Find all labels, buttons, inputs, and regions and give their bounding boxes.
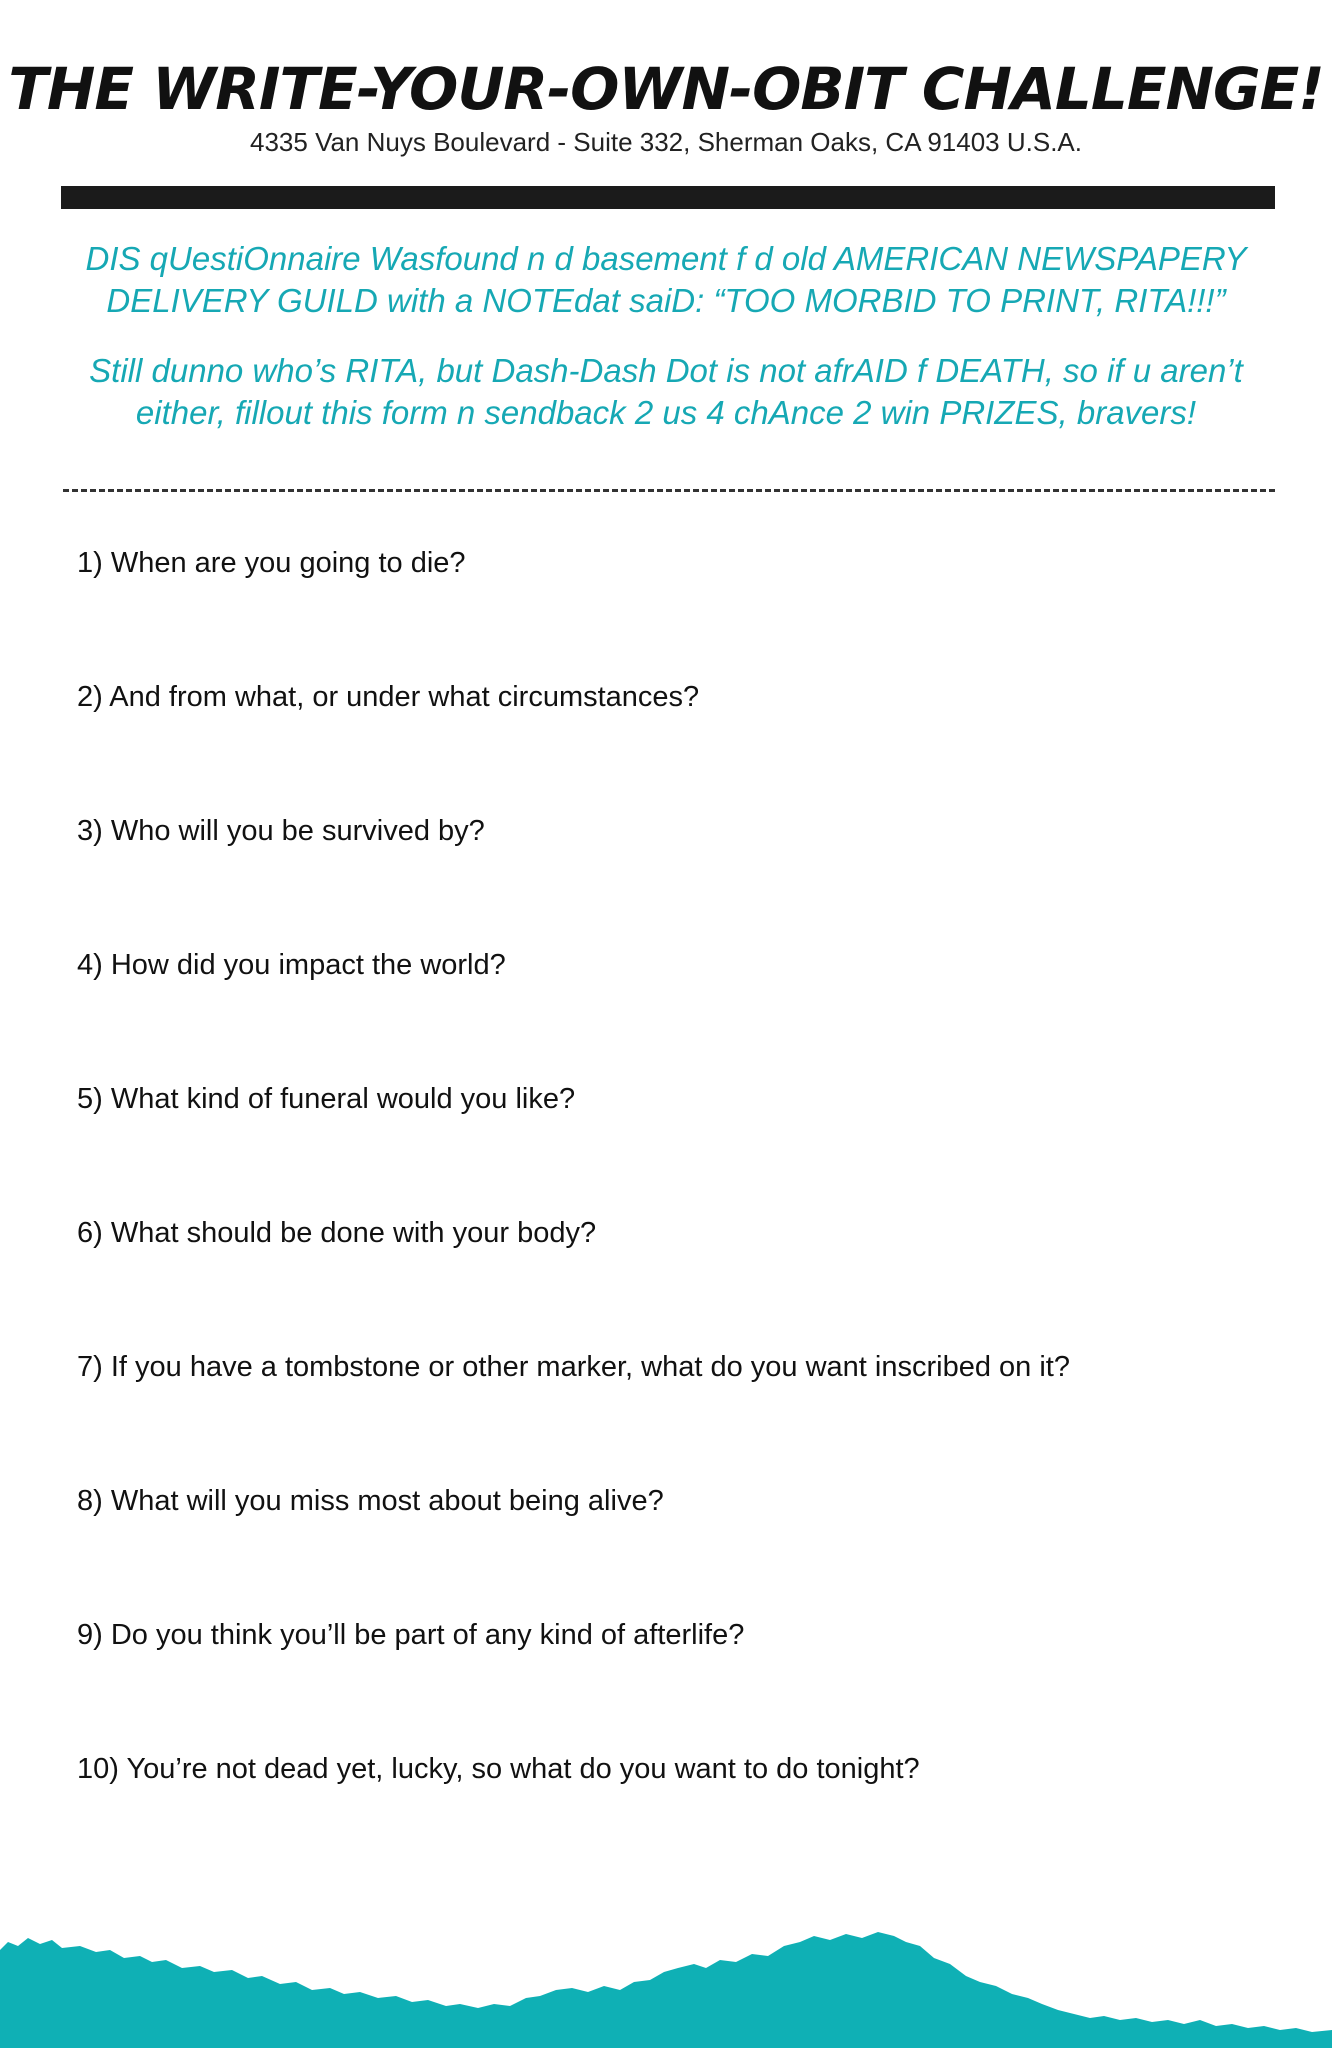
question-2: 2) And from what, or under what circumstances?: [77, 681, 700, 713]
mailing-address: 4335 Van Nuys Boulevard - Suite 332, Sherman Oaks, CA 91403 U.S.A.: [250, 127, 1082, 157]
intro-paragraph-1-line-2: DELIVERY GUILD with a NOTEdat saiD: “TOO MORBID TO PRINT, RITA!!!”: [106, 282, 1226, 319]
dashed-divider: [63, 489, 1275, 492]
question-1: 1) When are you going to die?: [77, 547, 466, 579]
intro-paragraph-2-line-2: either, fillout this form n sendback 2 us 4 chAnce 2 win PRIZES, bravers!: [135, 394, 1197, 431]
question-9: 9) Do you think you’ll be part of any kind of afterlife?: [77, 1619, 745, 1651]
intro-paragraph-2: [60, 350, 1272, 434]
intro-paragraph-2-line-1: Still dunno who’s RITA, but Dash-Dash Dot is not afrAID f DEATH, so if u aren’t: [89, 352, 1243, 389]
header-divider: [61, 186, 1275, 209]
page-title: THE WRITE-YOUR-OWN-OBIT CHALLENGE!: [8, 55, 1324, 123]
question-5: 5) What kind of funeral would you like?: [77, 1083, 576, 1115]
question-8: 8) What will you miss most about being alive?: [77, 1485, 664, 1517]
intro-paragraph-1: [60, 238, 1272, 322]
intro-paragraph-1-line-1: DIS qUestiOnnaire Wasfound n d basement f d old AMERICAN NEWSPAPERY: [85, 240, 1247, 277]
question-10: 10) You’re not dead yet, lucky, so what do you want to do tonight?: [77, 1753, 920, 1785]
question-4: 4) How did you impact the world?: [77, 949, 506, 981]
torn-edge-shape: [0, 1932, 1332, 2048]
question-3: 3) Who will you be survived by?: [77, 815, 485, 847]
question-6: 6) What should be done with your body?: [77, 1217, 597, 1249]
question-7: 7) If you have a tombstone or other marker, what do you want inscribed on it?: [77, 1351, 1070, 1383]
teal-torn-paper-footer: [0, 1920, 1332, 2048]
